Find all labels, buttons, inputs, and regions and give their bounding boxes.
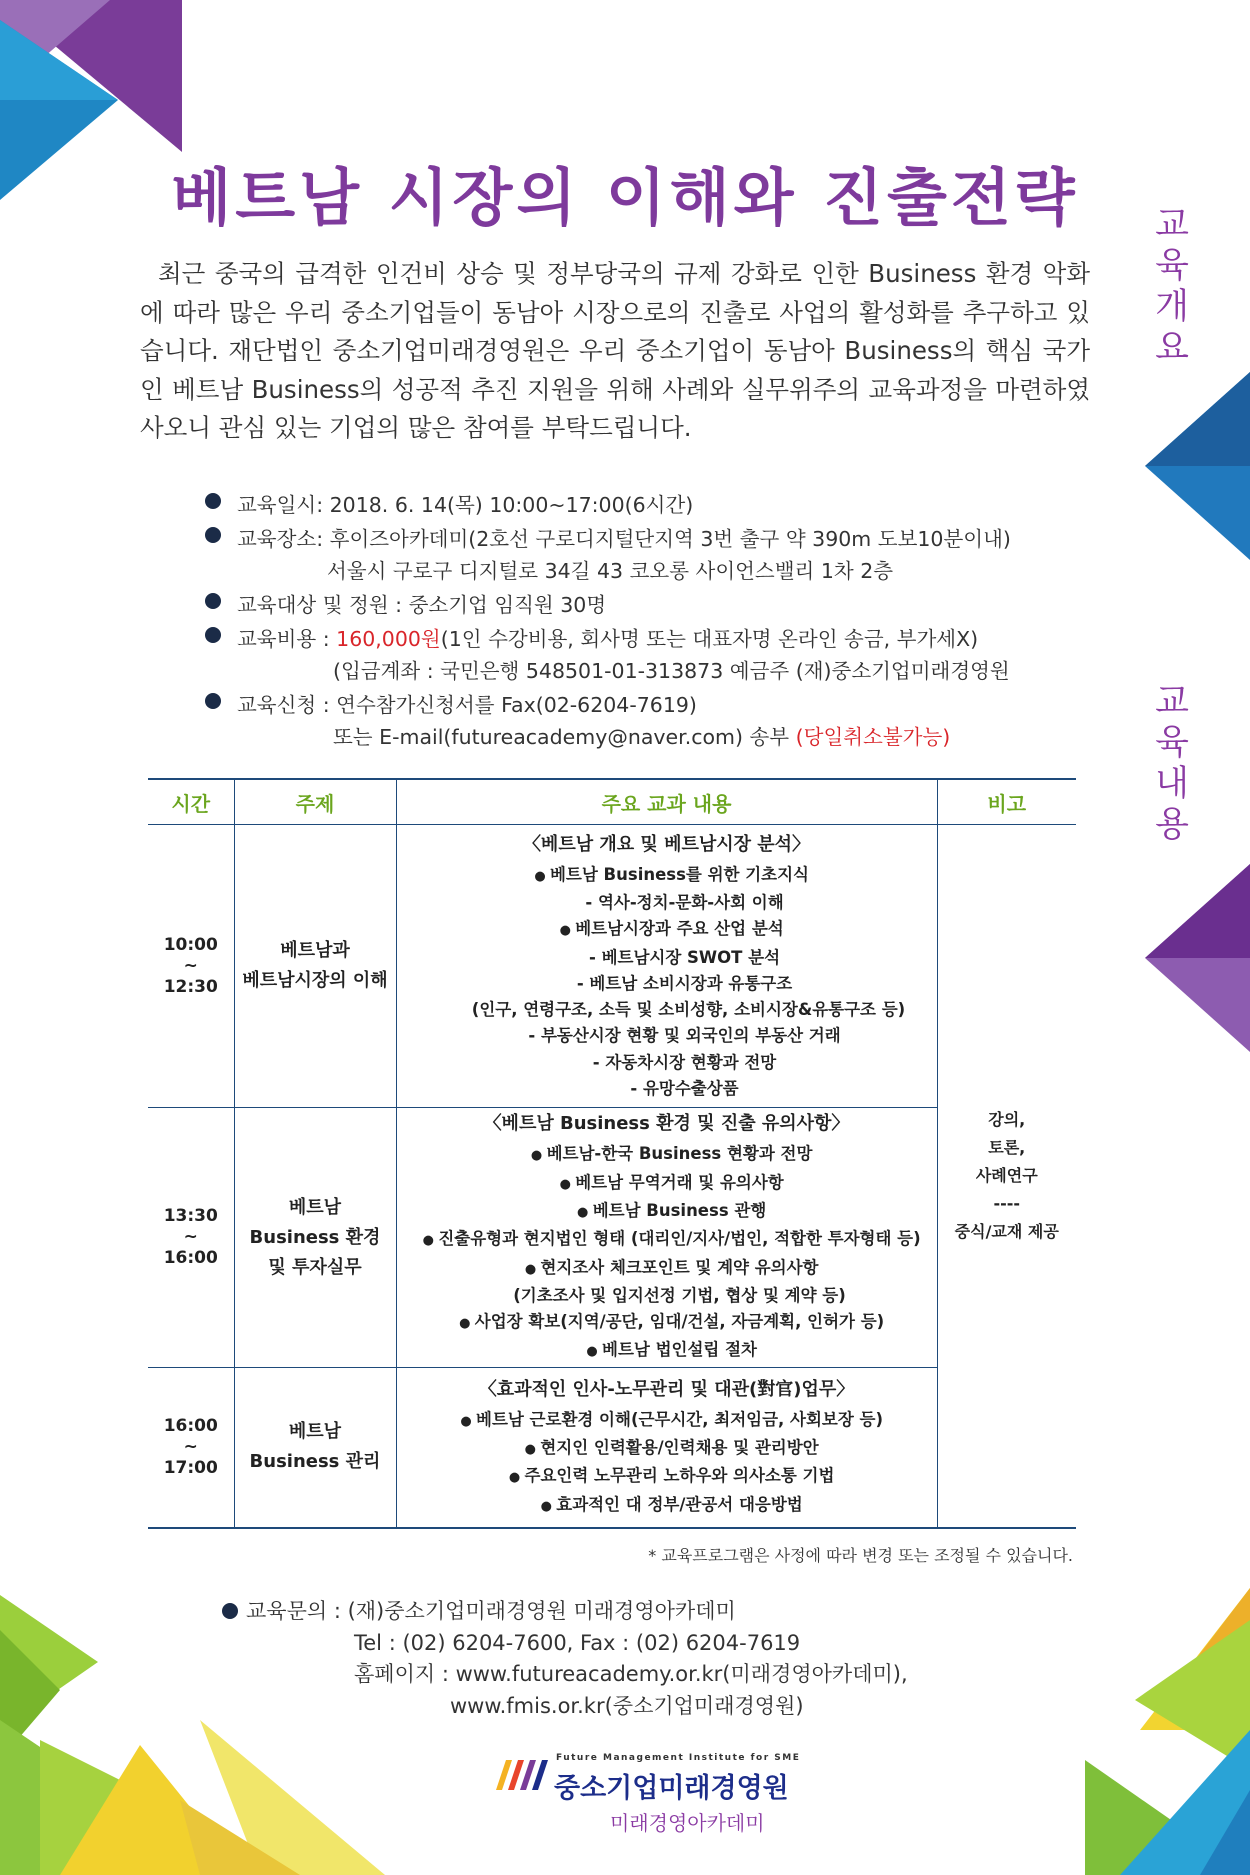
list-item: ● 베트남 법인설립 절차 xyxy=(397,1337,937,1365)
list-item: ● 베트남 Business 관행 xyxy=(397,1198,937,1226)
session-content: 〈효과적인 인사-노무관리 및 대관(對官)업무〉 ● 베트남 근로환경 이해(근무시간, 최저임금, 사회보장 등) ● 현지인 인력활용/인력채용 및 관리방안 ● 주요인력 노무관리 노하우와 의사소통 기법 ● 효과적인 대 정부/관공서 대응방법 xyxy=(396,1368,937,1528)
logo-tagline: Future Management Institute for SME xyxy=(556,1753,801,1763)
bullet-icon xyxy=(222,1603,238,1619)
page-title: 베트남 시장의 이해와 진출전략 xyxy=(171,161,1079,234)
header-topic: 주제 xyxy=(234,779,396,825)
session-note: 강의, 토론, 사례연구 ---- 중식/교재 제공 xyxy=(937,825,1076,1528)
list-item: ● 주요인력 노무관리 노하우와 의사소통 기법 xyxy=(397,1463,937,1491)
schedule-table xyxy=(148,778,1076,1529)
list-item: ● 효과적인 대 정부/관공서 대응방법 xyxy=(397,1492,937,1520)
session-topic: 베트남 Business 관리 xyxy=(234,1368,396,1528)
table-row xyxy=(148,825,1076,1108)
header-content: 주요 교과 내용 xyxy=(396,779,937,825)
bullet-icon xyxy=(205,627,221,643)
logo-subname: 미래경영아카데미 xyxy=(610,1811,765,1835)
list-item: ● 베트남 Business를 위한 기초지식 xyxy=(397,862,937,890)
list-item: (인구, 연령구조, 소득 및 소비성향, 소비시장&유통구조 등) xyxy=(471,1000,906,1020)
session-content: 〈베트남 개요 및 베트남시장 분석〉 ● 베트남 Business를 위한 기초지식 - 역사-정치-문화-사회 이해 ● 베트남시장과 주요 산업 분석 - 베트남시장 SWOT 분석 - 베트남 소비시장과 유통구조 (인구, 연령구조, 소득 및 소비성향, 소비시장&유통구조 등) - 부동산시장 현황 및 외국인의 부동산 거래 - 자동차시장 현황과 전망 - 유망수출상품 xyxy=(396,825,937,1108)
bullet-icon xyxy=(205,493,221,509)
info-account: (입금계좌 : 국민은행 548501-01-313873 예금주 (재)중소기업미래경영원 xyxy=(333,659,1010,683)
session-time: 16:00 ~ 17:00 xyxy=(148,1368,234,1528)
bullet-icon xyxy=(205,693,221,709)
list-item: ● 베트남시장과 주요 산업 분석 xyxy=(397,916,937,944)
cancel-notice: (당일취소불가능) xyxy=(795,725,951,749)
list-item: - 자동차시장 현황과 전망 xyxy=(592,1052,777,1072)
logo-name: 중소기업미래경영원 xyxy=(554,1773,789,1804)
bullet-icon xyxy=(205,593,221,609)
list-item: ● 베트남 무역거래 및 유의사항 xyxy=(397,1170,937,1198)
info-apply-email: 또는 E-mail(futureacademy@naver.com) 송부 (당일취소불가능) xyxy=(333,725,951,749)
organization-logo xyxy=(496,1752,801,1842)
list-item: ● 사업장 확보(지역/공단, 임대/건설, 자금계획, 인허가 등) xyxy=(397,1309,937,1337)
list-item: - 역사-정치-문화-사회 이해 xyxy=(585,892,784,912)
table-row xyxy=(148,1108,1076,1368)
list-item: (기초조사 및 입지선정 기법, 협상 및 계약 등) xyxy=(513,1285,846,1305)
list-item: - 베트남 소비시장과 유통구조 xyxy=(576,973,793,993)
list-item: - 부동산시장 현황 및 외국인의 부동산 거래 xyxy=(528,1026,841,1046)
fee-amount: 160,000원 xyxy=(336,627,441,651)
intro-paragraph: 최근 중국의 급격한 인건비 상승 및 정부당국의 규제 강화로 인한 Business 환경 악화에 따라 많은 우리 중소기업들이 동남아 시장으로의 진출로 사업의 활성화를 추구하고 있습니다. 재단법인 중소기업미래경영원은 우리 중소기업이 동남아 Business의 핵심 국가인 베트남 Business의 성공적 추진 지원을 위해 사례와 실무위주의 교육과정을 마련하였사오니 관심 있는 기업의 많은 참여를 부탁드립니다. xyxy=(140,259,1090,443)
contact-info xyxy=(222,1596,908,1722)
list-item: ● 현지조사 체크포인트 및 계약 유의사항 xyxy=(397,1255,937,1283)
contact-line: 교육문의 : (재)중소기업미래경영원 미래경영아카데미 xyxy=(222,1596,908,1628)
contact-phone: Tel : (02) 6204-7600, Fax : (02) 6204-7619 xyxy=(354,1630,801,1655)
list-item: ● 현지인 인력활용/인력채용 및 관리방안 xyxy=(397,1435,937,1463)
session-content: 〈베트남 Business 환경 및 진출 유의사항〉 ● 베트남-한국 Business 현황과 전망 ● 베트남 무역거래 및 유의사항 ● 베트남 Business 관행 ● 진출유형과 현지법인 형태 (대리인/지사/법인, 적합한 투자형태 등) ● 현지조사 체크포인트 및 계약 유의사항 (기초조사 및 입지선정 기법, 협상 및 계약 등) ● 사업장 확보(지역/공단, 임대/건설, 자금계획, 인허가 등) ● 베트남 법인설립 절차 xyxy=(396,1108,937,1368)
session-time: 13:30 ~ 16:00 xyxy=(148,1108,234,1368)
table-header-row xyxy=(148,779,1076,825)
header-time: 시간 xyxy=(148,779,234,825)
info-place-address: 서울시 구로구 디지털로 34길 43 코오롱 사이언스밸리 1차 2층 xyxy=(327,559,894,583)
contact-homepage: 홈페이지 : www.futureacademy.or.kr(미래경영아카데미), xyxy=(354,1662,908,1686)
logo-mark-icon xyxy=(496,1754,548,1794)
table-row xyxy=(148,1368,1076,1528)
list-item: ● 진출유형과 현지법인 형태 (대리인/지사/법인, 적합한 투자형태 등) xyxy=(397,1226,937,1254)
list-item: - 유망수출상품 xyxy=(630,1079,739,1099)
list-item: ● 베트남-한국 Business 현황과 전망 xyxy=(397,1141,937,1169)
section-label-content: 교육내용 xyxy=(1155,682,1189,845)
list-item: - 베트남시장 SWOT 분석 xyxy=(588,947,781,967)
bullet-icon xyxy=(205,527,221,543)
header-note: 비고 xyxy=(937,779,1076,825)
session-time: 10:00 ~ 12:30 xyxy=(148,825,234,1108)
contact-homepage-2: www.fmis.or.kr(중소기업미래경영원) xyxy=(450,1693,804,1718)
section-label-overview: 교육개요 xyxy=(1155,205,1189,368)
session-topic: 베트남과 베트남시장의 이해 xyxy=(234,825,396,1108)
list-item: ● 베트남 근로환경 이해(근무시간, 최저임금, 사회보장 등) xyxy=(397,1407,937,1435)
session-topic: 베트남 Business 환경 및 투자실무 xyxy=(234,1108,396,1368)
footnote: * 교육프로그램은 사정에 따라 변경 또는 조정될 수 있습니다. xyxy=(648,1546,1073,1565)
